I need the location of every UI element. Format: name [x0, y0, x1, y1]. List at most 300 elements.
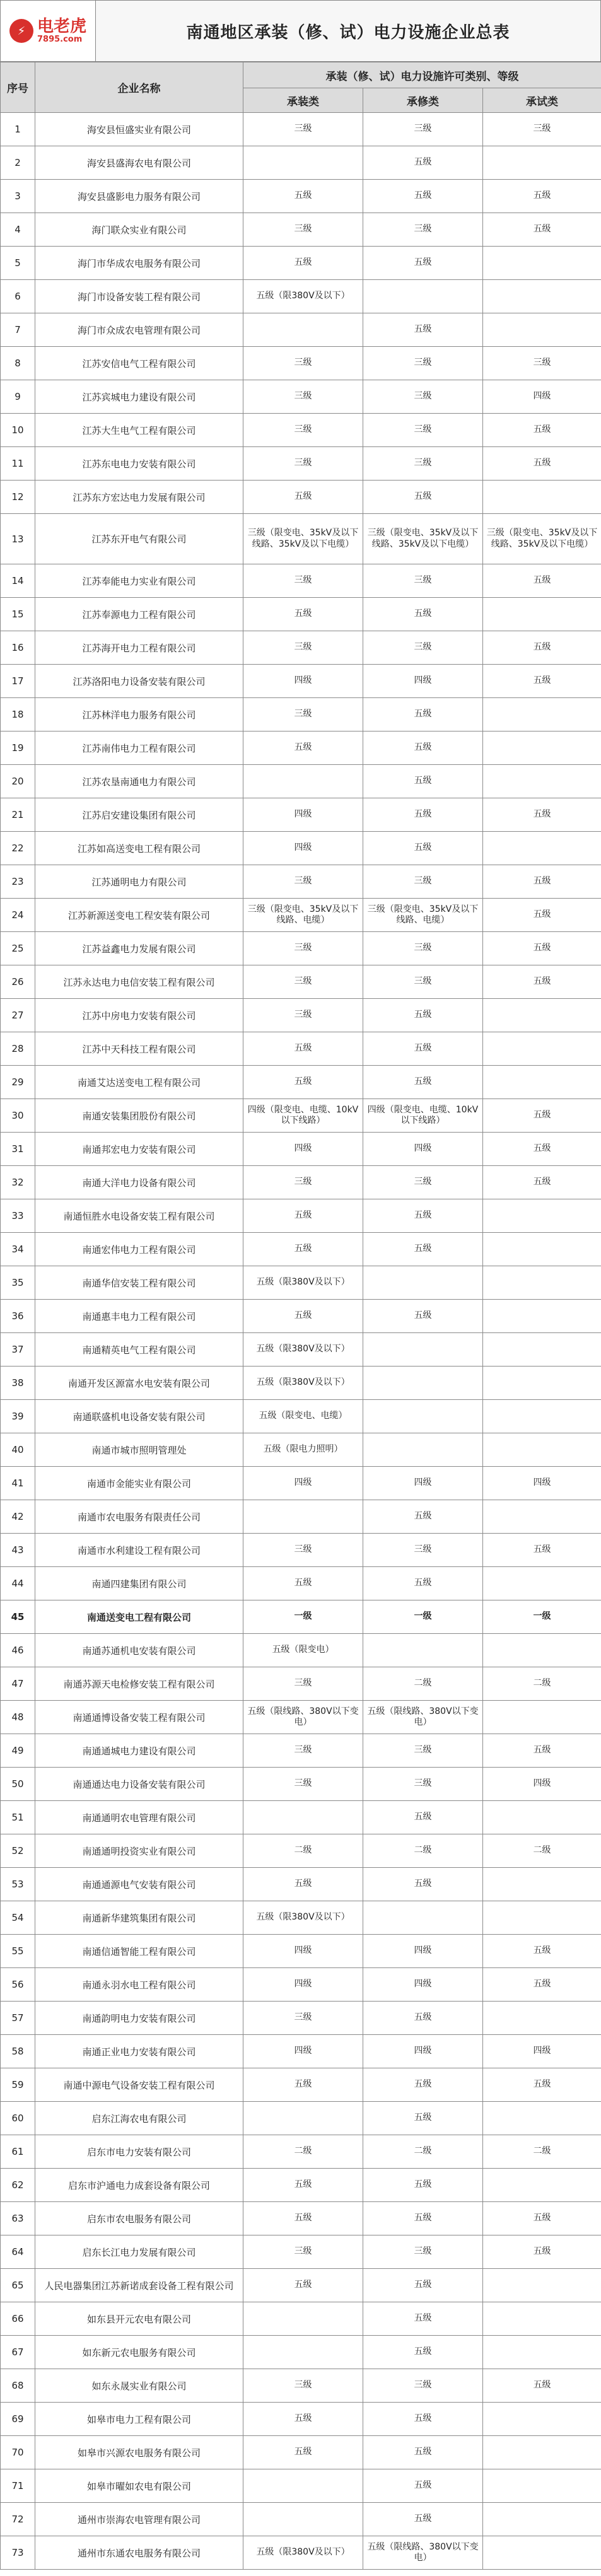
repair-grade: 五级 — [363, 598, 483, 631]
enterprise-table — [0, 62, 601, 2570]
company-name: 江苏如高送变电工程有限公司 — [35, 832, 243, 865]
row-number: 29 — [1, 1066, 35, 1099]
company-name: 南通正业电力安装有限公司 — [35, 2035, 243, 2068]
table-row — [1, 1133, 601, 1166]
table-row — [1, 1968, 601, 2002]
company-name: 江苏中天科技工程有限公司 — [35, 1032, 243, 1066]
company-name: 南通苏通机电安装有限公司 — [35, 1634, 243, 1667]
table-row — [1, 1534, 601, 1567]
company-name: 南通送变电工程有限公司 — [35, 1600, 243, 1634]
table-row — [1, 2169, 601, 2202]
repair-grade: 四级 — [363, 665, 483, 698]
repair-grade — [363, 1433, 483, 1467]
install-grade: 三级 — [243, 698, 363, 731]
table-row — [1, 2436, 601, 2469]
page-title: 南通地区承装（修、试）电力设施企业总表 — [186, 23, 510, 42]
row-number: 69 — [1, 2403, 35, 2436]
test-grade — [483, 1701, 601, 1734]
company-name: 如东县开元农电有限公司 — [35, 2302, 243, 2336]
install-grade: 五级（限线路、380V以下变电） — [243, 1701, 363, 1734]
company-name: 海门市设备安装工程有限公司 — [35, 280, 243, 313]
header-repair: 承修类 — [363, 88, 483, 113]
table-row — [1, 213, 601, 247]
company-name: 启东市农电服务有限公司 — [35, 2202, 243, 2235]
row-number: 59 — [1, 2068, 35, 2102]
repair-grade: 四级（限变电、电缆、10kV以下线路） — [363, 1099, 483, 1133]
install-grade: 五级 — [243, 247, 363, 280]
test-grade: 五级 — [483, 2235, 601, 2269]
logo-url: 7895.com — [37, 34, 83, 44]
repair-grade: 五级 — [363, 731, 483, 765]
repair-grade — [363, 1333, 483, 1367]
table-row — [1, 247, 601, 280]
test-grade — [483, 1300, 601, 1333]
company-name: 南通通达电力设备安装有限公司 — [35, 1768, 243, 1801]
company-name: 海门联众实业有限公司 — [35, 213, 243, 247]
test-grade — [483, 2469, 601, 2503]
company-name: 南通邦宏电力安装有限公司 — [35, 1133, 243, 1166]
test-grade: 五级 — [483, 447, 601, 481]
repair-grade: 五级 — [363, 2202, 483, 2235]
header-num: 序号 — [1, 62, 35, 113]
repair-grade: 二级 — [363, 1667, 483, 1701]
install-grade — [243, 2503, 363, 2536]
table-row — [1, 731, 601, 765]
test-grade: 五级 — [483, 1734, 601, 1768]
row-number: 3 — [1, 180, 35, 213]
row-number: 12 — [1, 481, 35, 514]
row-number: 72 — [1, 2503, 35, 2536]
repair-grade: 五级 — [363, 1233, 483, 1266]
install-grade — [243, 1801, 363, 1834]
test-grade — [483, 1400, 601, 1433]
install-grade: 五级（限变电） — [243, 1634, 363, 1667]
test-grade — [483, 1333, 601, 1367]
install-grade: 五级 — [243, 1032, 363, 1066]
company-name: 南通通明农电管理有限公司 — [35, 1801, 243, 1834]
row-number: 13 — [1, 514, 35, 564]
company-name: 南通市城市照明管理处 — [35, 1433, 243, 1467]
company-name: 江苏南伟电力工程有限公司 — [35, 731, 243, 765]
test-grade — [483, 247, 601, 280]
test-grade: 五级 — [483, 1968, 601, 2002]
row-number: 70 — [1, 2436, 35, 2469]
row-number: 45 — [1, 1600, 35, 1634]
test-grade — [483, 999, 601, 1032]
row-number: 63 — [1, 2202, 35, 2235]
company-name: 江苏林洋电力服务有限公司 — [35, 698, 243, 731]
row-number: 24 — [1, 899, 35, 932]
table-row — [1, 1066, 601, 1099]
install-grade: 五级（限380V及以下） — [243, 1333, 363, 1367]
row-number: 56 — [1, 1968, 35, 2002]
test-grade: 四级 — [483, 2035, 601, 2068]
repair-grade: 五级 — [363, 2336, 483, 2369]
table-row — [1, 1400, 601, 1433]
test-grade: 三级 — [483, 113, 601, 146]
row-number: 21 — [1, 798, 35, 832]
install-grade: 二级 — [243, 2135, 363, 2169]
row-number: 34 — [1, 1233, 35, 1266]
test-grade: 五级 — [483, 965, 601, 999]
repair-grade: 三级 — [363, 865, 483, 899]
repair-grade: 四级 — [363, 1133, 483, 1166]
repair-grade: 四级 — [363, 1935, 483, 1968]
repair-grade: 五级 — [363, 1868, 483, 1901]
test-grade — [483, 1901, 601, 1935]
table-row — [1, 2503, 601, 2536]
test-grade: 五级 — [483, 2202, 601, 2235]
test-grade — [483, 2503, 601, 2536]
repair-grade: 三级 — [363, 1734, 483, 1768]
install-grade: 五级 — [243, 2436, 363, 2469]
table-row — [1, 598, 601, 631]
company-name: 启东市电力安装有限公司 — [35, 2135, 243, 2169]
test-grade — [483, 146, 601, 180]
company-name: 如东新元农电服务有限公司 — [35, 2336, 243, 2369]
test-grade — [483, 598, 601, 631]
table-row — [1, 698, 601, 731]
table-row — [1, 1801, 601, 1834]
table-row — [1, 832, 601, 865]
repair-grade: 四级 — [363, 1968, 483, 2002]
test-grade: 五级 — [483, 1166, 601, 1199]
company-name: 江苏宾城电力建设有限公司 — [35, 380, 243, 414]
table-row — [1, 1266, 601, 1300]
company-name: 江苏大生电气工程有限公司 — [35, 414, 243, 447]
install-grade: 四级 — [243, 1133, 363, 1166]
install-grade: 三级（限变电、35kV及以下线路、电缆） — [243, 899, 363, 932]
row-number: 43 — [1, 1534, 35, 1567]
test-grade: 四级 — [483, 1467, 601, 1500]
repair-grade: 三级 — [363, 631, 483, 665]
install-grade: 五级 — [243, 731, 363, 765]
row-number: 9 — [1, 380, 35, 414]
test-grade — [483, 2436, 601, 2469]
company-name: 海安县盛影电力服务有限公司 — [35, 180, 243, 213]
row-number: 32 — [1, 1166, 35, 1199]
row-number: 53 — [1, 1868, 35, 1901]
table-row — [1, 2536, 601, 2570]
table-row — [1, 514, 601, 564]
repair-grade: 五级 — [363, 999, 483, 1032]
table-row — [1, 2002, 601, 2035]
row-number: 67 — [1, 2336, 35, 2369]
install-grade: 四级 — [243, 2035, 363, 2068]
install-grade — [243, 2302, 363, 2336]
row-number: 33 — [1, 1199, 35, 1233]
row-number: 28 — [1, 1032, 35, 1066]
repair-grade: 五级 — [363, 1032, 483, 1066]
table-row — [1, 1032, 601, 1066]
install-grade: 三级 — [243, 1534, 363, 1567]
install-grade: 三级 — [243, 1734, 363, 1768]
repair-grade: 五级 — [363, 832, 483, 865]
table-row — [1, 1567, 601, 1600]
install-grade: 五级（限变电、电缆） — [243, 1400, 363, 1433]
company-name: 江苏启安建设集团有限公司 — [35, 798, 243, 832]
install-grade — [243, 765, 363, 798]
table-row — [1, 2135, 601, 2169]
repair-grade: 五级 — [363, 2068, 483, 2102]
test-grade — [483, 313, 601, 347]
company-name: 南通安装集团股份有限公司 — [35, 1099, 243, 1133]
repair-grade: 三级 — [363, 447, 483, 481]
test-grade: 五级 — [483, 213, 601, 247]
table-row — [1, 1667, 601, 1701]
install-grade — [243, 2469, 363, 2503]
company-name: 如皋市兴源农电服务有限公司 — [35, 2436, 243, 2469]
install-grade: 五级 — [243, 1233, 363, 1266]
row-number: 71 — [1, 2469, 35, 2503]
test-grade — [483, 2302, 601, 2336]
company-name: 江苏通明电力有限公司 — [35, 865, 243, 899]
test-grade — [483, 481, 601, 514]
repair-grade: 五级 — [363, 2403, 483, 2436]
table-row — [1, 2202, 601, 2235]
repair-grade — [363, 1266, 483, 1300]
company-name: 江苏中房电力安装有限公司 — [35, 999, 243, 1032]
install-grade: 五级 — [243, 598, 363, 631]
row-number: 39 — [1, 1400, 35, 1433]
install-grade: 五级（限380V及以下） — [243, 1367, 363, 1400]
repair-grade: 三级 — [363, 414, 483, 447]
company-name: 南通新华建筑集团有限公司 — [35, 1901, 243, 1935]
row-number: 46 — [1, 1634, 35, 1667]
install-grade: 四级 — [243, 665, 363, 698]
repair-grade: 五级 — [363, 1300, 483, 1333]
company-name: 南通市水利建设工程有限公司 — [35, 1534, 243, 1567]
repair-grade: 五级 — [363, 1801, 483, 1834]
repair-grade: 五级 — [363, 481, 483, 514]
company-name: 南通艾达送变电工程有限公司 — [35, 1066, 243, 1099]
row-number: 14 — [1, 564, 35, 598]
row-number: 31 — [1, 1133, 35, 1166]
install-grade: 四级 — [243, 798, 363, 832]
repair-grade: 三级 — [363, 113, 483, 146]
repair-grade: 三级 — [363, 1768, 483, 1801]
table-row — [1, 1300, 601, 1333]
table-row — [1, 2302, 601, 2336]
table-row — [1, 2269, 601, 2302]
install-grade: 三级 — [243, 2369, 363, 2403]
repair-grade: 一级 — [363, 1600, 483, 1634]
test-grade: 一级 — [483, 1600, 601, 1634]
table-row — [1, 180, 601, 213]
install-grade: 五级 — [243, 2202, 363, 2235]
row-number: 11 — [1, 447, 35, 481]
test-grade: 五级 — [483, 631, 601, 665]
row-number: 36 — [1, 1300, 35, 1333]
test-grade — [483, 1433, 601, 1467]
company-name: 江苏东方宏达电力发展有限公司 — [35, 481, 243, 514]
test-grade — [483, 1567, 601, 1600]
table-row — [1, 380, 601, 414]
table-row — [1, 899, 601, 932]
company-name: 南通联盛机电设备安装有限公司 — [35, 1400, 243, 1433]
company-name: 南通大洋电力设备有限公司 — [35, 1166, 243, 1199]
install-grade: 四级 — [243, 1467, 363, 1500]
install-grade: 五级（限电力照明） — [243, 1433, 363, 1467]
company-name: 人民电器集团江苏新诺成套设备工程有限公司 — [35, 2269, 243, 2302]
row-number: 7 — [1, 313, 35, 347]
install-grade: 五级 — [243, 1199, 363, 1233]
row-number: 73 — [1, 2536, 35, 2570]
company-name: 海门市华成农电服务有限公司 — [35, 247, 243, 280]
repair-grade: 五级 — [363, 146, 483, 180]
tiger-logo-icon: ⚡ — [9, 19, 33, 43]
company-name: 江苏东开电气有限公司 — [35, 514, 243, 564]
repair-grade: 三级 — [363, 1166, 483, 1199]
row-number: 50 — [1, 1768, 35, 1801]
install-grade: 五级 — [243, 1300, 363, 1333]
row-number: 10 — [1, 414, 35, 447]
table-row — [1, 798, 601, 832]
install-grade: 五级 — [243, 2169, 363, 2202]
company-name: 南通恒胜水电设备安装工程有限公司 — [35, 1199, 243, 1233]
repair-grade: 三级 — [363, 213, 483, 247]
row-number: 4 — [1, 213, 35, 247]
company-name: 如皋市电力工程有限公司 — [35, 2403, 243, 2436]
install-grade: 四级 — [243, 1935, 363, 1968]
test-grade — [483, 1199, 601, 1233]
install-grade — [243, 1500, 363, 1534]
row-number: 62 — [1, 2169, 35, 2202]
install-grade: 三级 — [243, 2002, 363, 2035]
install-grade: 三级 — [243, 447, 363, 481]
table-row — [1, 146, 601, 180]
company-name: 南通苏源天电检修安装工程有限公司 — [35, 1667, 243, 1701]
table-row — [1, 1901, 601, 1935]
install-grade: 五级 — [243, 481, 363, 514]
table-row — [1, 1701, 601, 1734]
row-number: 66 — [1, 2302, 35, 2336]
company-name: 南通市农电服务有限责任公司 — [35, 1500, 243, 1534]
company-name: 南通精英电气工程有限公司 — [35, 1333, 243, 1367]
install-grade: 四级 — [243, 1968, 363, 2002]
logo-name: 电老虎 — [37, 16, 86, 36]
company-name: 通州市东通农电服务有限公司 — [35, 2536, 243, 2570]
install-grade: 三级 — [243, 347, 363, 380]
install-grade: 五级 — [243, 1066, 363, 1099]
row-number: 55 — [1, 1935, 35, 1968]
install-grade: 五级（限380V及以下） — [243, 280, 363, 313]
repair-grade — [363, 280, 483, 313]
table-row — [1, 414, 601, 447]
row-number: 40 — [1, 1433, 35, 1467]
repair-grade: 五级 — [363, 2469, 483, 2503]
table-row — [1, 2035, 601, 2068]
install-grade: 三级 — [243, 865, 363, 899]
install-grade: 三级 — [243, 2235, 363, 2269]
header-name: 企业名称 — [35, 62, 243, 113]
repair-grade: 三级 — [363, 2235, 483, 2269]
table-row — [1, 965, 601, 999]
row-number: 49 — [1, 1734, 35, 1768]
test-grade — [483, 280, 601, 313]
test-grade — [483, 2102, 601, 2135]
install-grade: 三级 — [243, 113, 363, 146]
install-grade: 三级 — [243, 1667, 363, 1701]
repair-grade — [363, 1367, 483, 1400]
repair-grade: 四级 — [363, 2035, 483, 2068]
table-row — [1, 1467, 601, 1500]
repair-grade: 三级 — [363, 380, 483, 414]
company-name: 南通信通智能工程有限公司 — [35, 1935, 243, 1968]
repair-grade: 五级 — [363, 1199, 483, 1233]
row-number: 17 — [1, 665, 35, 698]
install-grade: 三级 — [243, 965, 363, 999]
table-row — [1, 1600, 601, 1634]
table-row — [1, 1433, 601, 1467]
repair-grade: 五级 — [363, 2002, 483, 2035]
company-name: 启东长江电力发展有限公司 — [35, 2235, 243, 2269]
row-number: 54 — [1, 1901, 35, 1935]
table-body — [1, 113, 601, 2570]
table-row — [1, 1099, 601, 1133]
test-grade — [483, 1367, 601, 1400]
install-grade: 三级 — [243, 380, 363, 414]
row-number: 35 — [1, 1266, 35, 1300]
company-name: 南通惠丰电力工程有限公司 — [35, 1300, 243, 1333]
table-row — [1, 1868, 601, 1901]
company-name: 南通宏伟电力工程有限公司 — [35, 1233, 243, 1266]
repair-grade: 三级（限变电、35kV及以下线路、电缆） — [363, 899, 483, 932]
install-grade: 五级（限380V及以下） — [243, 1266, 363, 1300]
row-number: 27 — [1, 999, 35, 1032]
repair-grade — [363, 1400, 483, 1433]
test-grade — [483, 1233, 601, 1266]
table-row — [1, 313, 601, 347]
test-grade — [483, 765, 601, 798]
test-grade — [483, 1634, 601, 1667]
repair-grade: 二级 — [363, 1834, 483, 1868]
test-grade: 五级 — [483, 180, 601, 213]
table-row — [1, 2068, 601, 2102]
test-grade: 五级 — [483, 2068, 601, 2102]
test-grade: 五级 — [483, 414, 601, 447]
test-grade — [483, 1032, 601, 1066]
row-number: 18 — [1, 698, 35, 731]
install-grade: 四级 — [243, 832, 363, 865]
table-row — [1, 1734, 601, 1768]
test-grade — [483, 698, 601, 731]
company-name: 南通通城电力建设有限公司 — [35, 1734, 243, 1768]
test-grade: 五级 — [483, 1935, 601, 1968]
row-number: 42 — [1, 1500, 35, 1534]
table-row — [1, 2336, 601, 2369]
table-row — [1, 447, 601, 481]
row-number: 1 — [1, 113, 35, 146]
repair-grade: 三级 — [363, 932, 483, 965]
row-number: 47 — [1, 1667, 35, 1701]
test-grade — [483, 1500, 601, 1534]
company-name: 南通华信安装工程有限公司 — [35, 1266, 243, 1300]
repair-grade: 二级 — [363, 2135, 483, 2169]
company-name: 南通四建集团有限公司 — [35, 1567, 243, 1600]
row-number: 61 — [1, 2135, 35, 2169]
install-grade: 三级 — [243, 564, 363, 598]
company-name: 南通市金能实业有限公司 — [35, 1467, 243, 1500]
install-grade: 五级 — [243, 2269, 363, 2302]
row-number: 64 — [1, 2235, 35, 2269]
row-number: 30 — [1, 1099, 35, 1133]
row-number: 68 — [1, 2369, 35, 2403]
company-name: 江苏永达电力电信安装工程有限公司 — [35, 965, 243, 999]
test-grade: 五级 — [483, 899, 601, 932]
test-grade: 三级（限变电、35kV及以下线路、35kV及以下电缆） — [483, 514, 601, 564]
repair-grade: 五级 — [363, 2503, 483, 2536]
